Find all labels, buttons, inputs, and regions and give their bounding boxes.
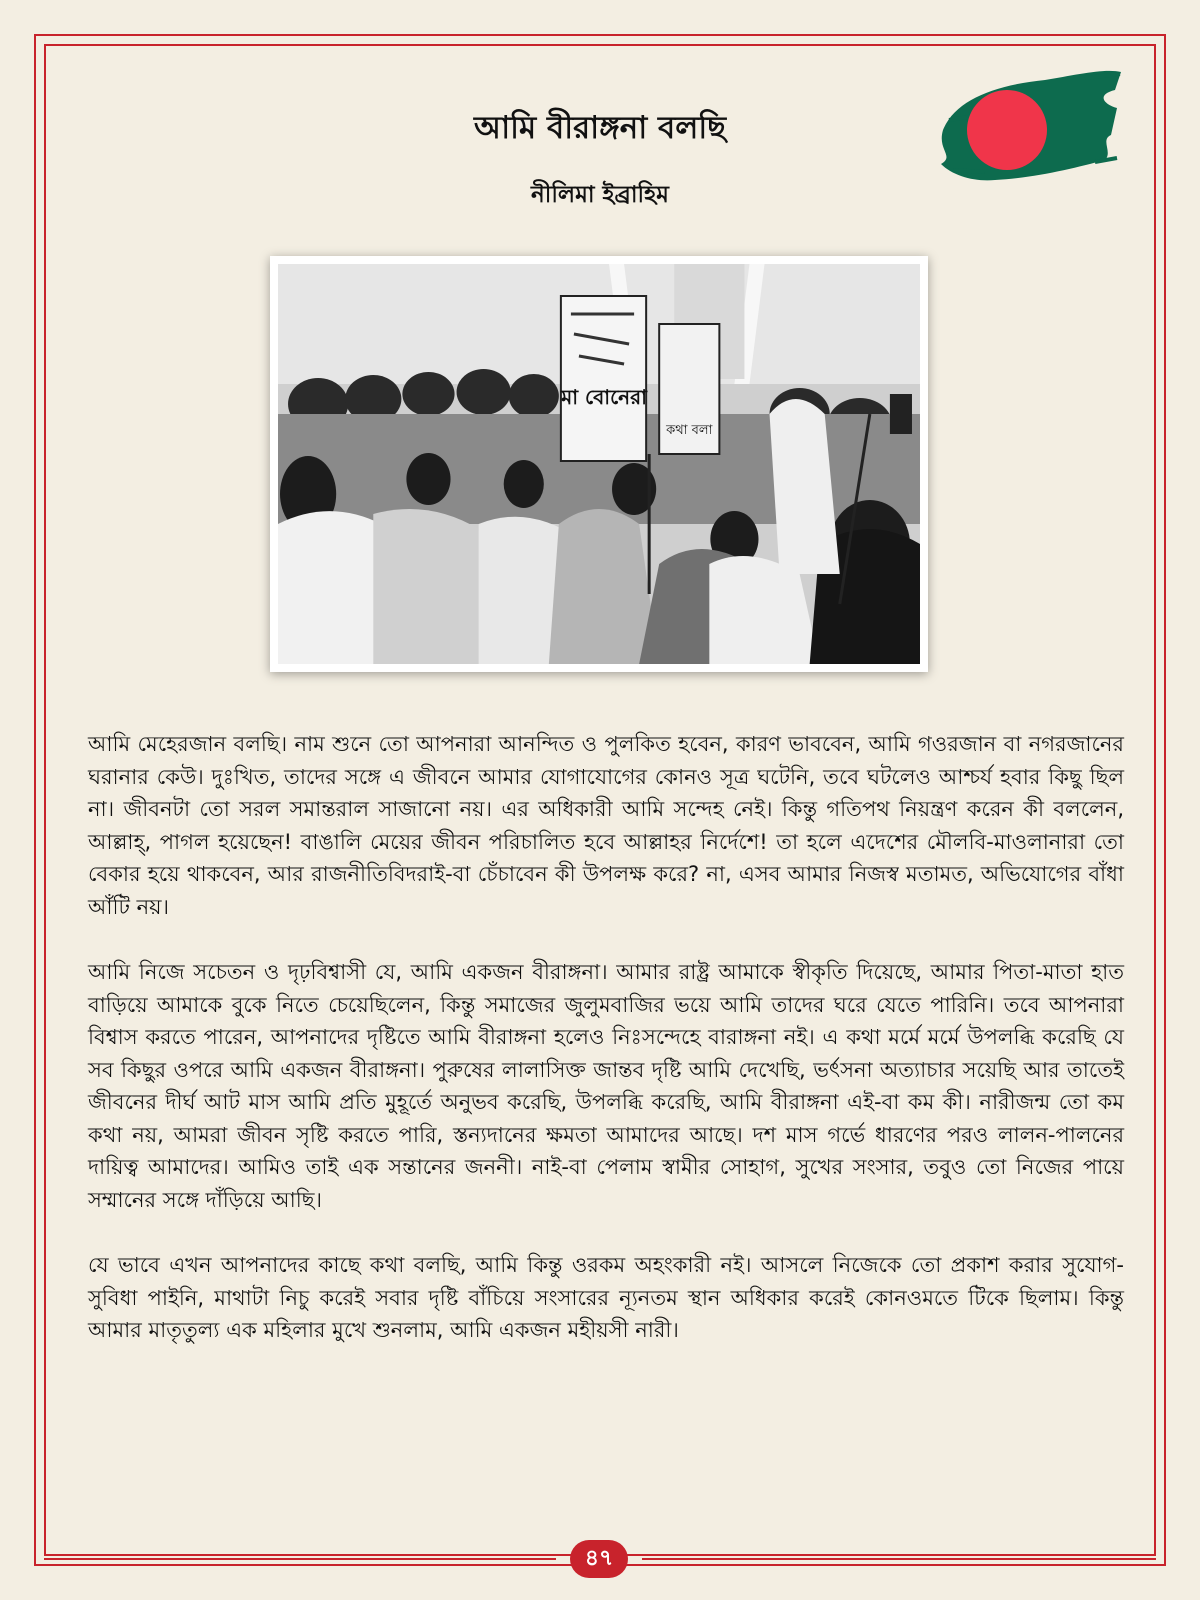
footer-rule-left xyxy=(44,1558,556,1560)
paragraph: আমি নিজে সচেতন ও দৃঢ়বিশ্বাসী যে, আমি একজন বীরাঙ্গনা। আমার রাষ্ট্র আমাকে স্বীকৃতি দিয়েছে, আমার পিতা-মাতা হাত বাড়িয়ে আমাকে বুকে নিতে চেয়েছিলেন, কিন্তু সমাজের জুলুমবাজির ভয়ে আমি তাদের ঘরে যেতে পারিনি। তবে আপনারা বিশ্বাস করতে পারেন, আপনাদের দৃষ্টিতে আমি বীরাঙ্গনা হলেও নিঃসন্দেহে বারাঙ্গনা নই। এ কথা মর্মে মর্মে উপলব্ধি করেছি যে সব কিছুর ওপরে আমি একজন বীরাঙ্গনা। পুরুষের লালাসিক্ত জান্তব দৃষ্টি আমি দেখেছি, ভর্ৎসনা অত্যাচার সয়েছি আর তাতেই জীবনের দীর্ঘ আট মাস আমি প্রতি মুহূর্তে অনুভব করেছি, উপলব্ধি করেছি, আমি বীরাঙ্গনা এই-বা কম কী। নারীজন্ম তো কম কথা নয়, আমরা জীবন সৃষ্টি করতে পারি, স্তন্যদানের ক্ষমতা আমাদের আছে। দশ মাস গর্ভে ধারণের পরও লালন-পালনের দায়িত্ব আমাদের। আমিও তাই এক সন্তানের জননী। নাই-বা পেলাম স্বামীর সোহাগ, সুখের সংসার, তবুও তো নিজের পায়ে সম্মানের সঙ্গে দাঁড়িয়ে আছি। xyxy=(88,960,1124,1212)
page-number: ৪৭ xyxy=(570,1540,628,1578)
protest-photo xyxy=(270,256,928,672)
banner-text: মা বোনেরা xyxy=(561,385,647,409)
paragraph: আমি মেহেরজান বলছি। নাম শুনে তো আপনারা আনন্দিত ও পুলকিত হবেন, কারণ ভাববেন, আমি গওরজান বা নগরজানের ঘরানার কেউ। দুঃখিত, তাদের সঙ্গে এ জীবনে আমার যোগাযোগের কোনও সূত্র ঘটেনি, তবে ঘটলেও আশ্চর্য হবার কিছু ছিল না। জীবনটা তো সরল সমান্তরাল সাজানো নয়। এর অধিকারী আমি সন্দেহ নেই। কিন্তু গতিপথ নিয়ন্ত্রণ করেন কী বললেন, আল্লাহ্‌, পাগল হয়েছেন! বাঙালি মেয়ের জীবন পরিচালিত হবে আল্লাহর নির্দেশে! তা হলে এদেশের মৌলবি-মাওলানারা তো বেকার হয়ে থাকবেন, আর রাজনীতিবিদরাই-বা চেঁচাবেন কী উপলক্ষ করে? না, এসব আমার নিজস্ব মতামত, অভিযোগের বাঁধা আঁটি নয়। xyxy=(88,732,1124,919)
author-name: নীলিমা ইব্রাহিম xyxy=(531,182,669,208)
footer-rule-right xyxy=(642,1558,1156,1560)
sign-text: কথা বলা xyxy=(666,423,713,438)
paragraph: যে ভাবে এখন আপনাদের কাছে কথা বলছি, আমি কিন্তু ওরকম অহংকারী নই। আসলে নিজেকে তো প্রকাশ করার সুযোগ-সুবিধা পাইনি, মাথাটা নিচু করেই সবার দৃষ্টি বাঁচিয়ে সংসারের ন্যূনতম স্থান অধিকার করেই কোনওমতে টিকে ছিলাম। কিন্তু আমার মাতৃতুল্য এক মহিলার মুখে শুনলাম, আমি একজন মহীয়সী নারী। xyxy=(88,1253,1124,1342)
article-title: আমি বীরাঙ্গনা বলছি xyxy=(473,110,727,146)
article-body xyxy=(88,728,1124,1380)
